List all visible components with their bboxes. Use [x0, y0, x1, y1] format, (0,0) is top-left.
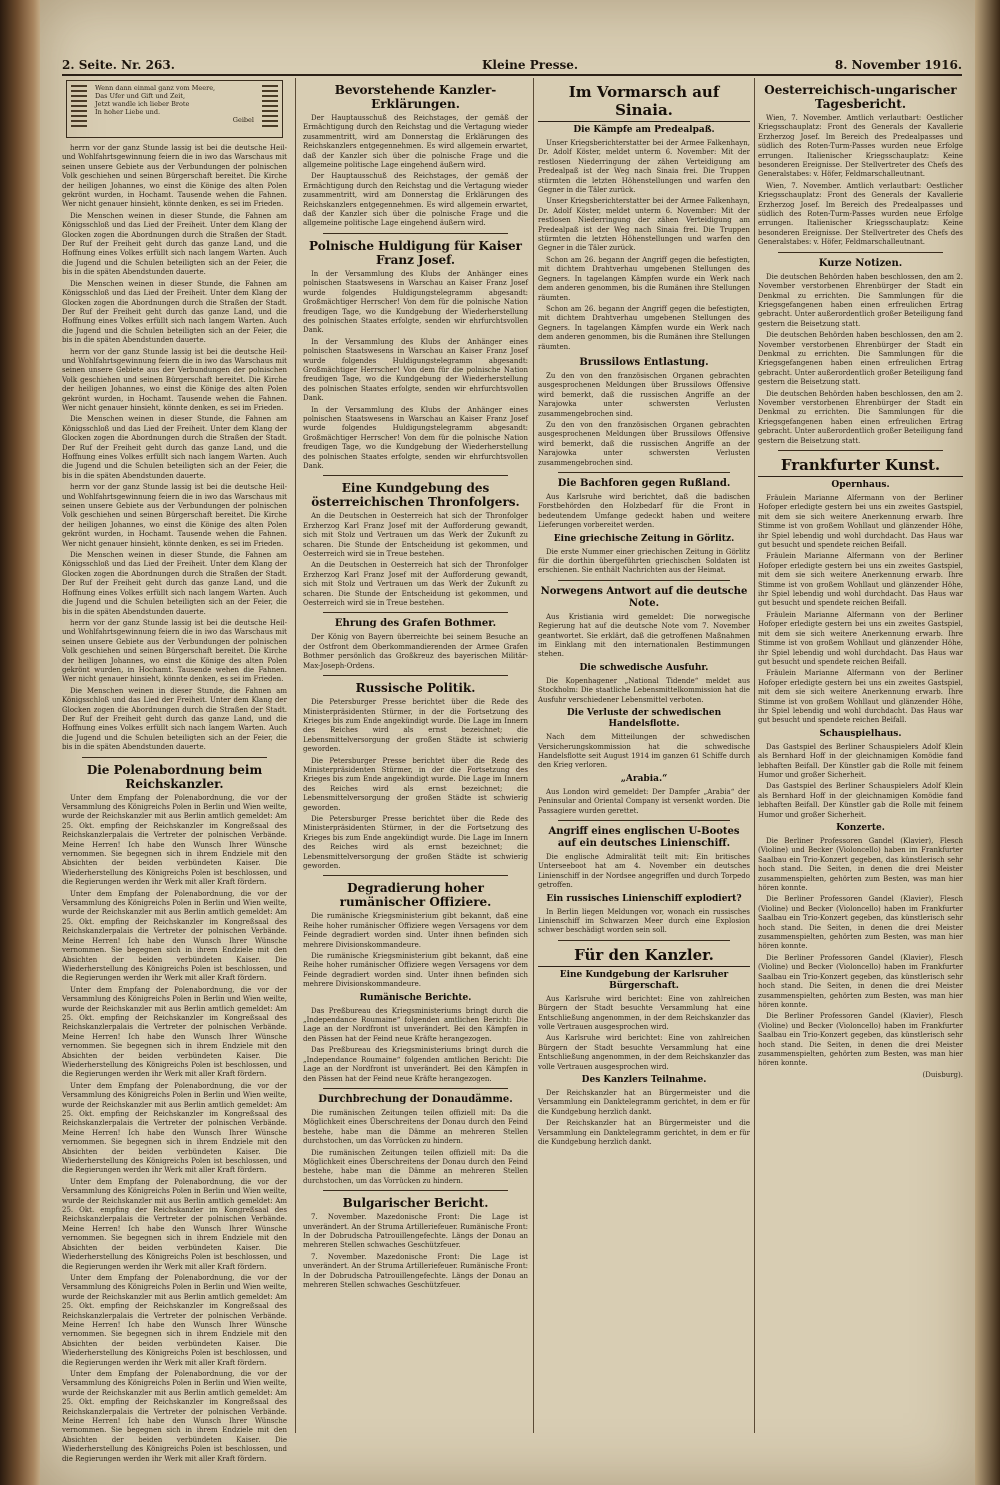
article-text: Unter dem Empfang der Polenabordnung, die vor der Versammlung des Königreichs Polen in Berlin und Wien weilte, wurde der Reichskanzler mit aus Berlin amtlich gemeldet: Am 25. Okt. empfing der Reichskanzler im Kongreßsaal des Reichskanzlerpalais die Vertreter der polnischen Verbände. Meine Herren! Ich habe den Wunsch Ihrer Wünsche vernommen. Sie begegnen sich in ihrem Endziele mit den Absichten der beiden verbündeten Kaiser. Die Wiederherstellung des Königreichs Polen ist beschlossen, und die Regierungen werden ihr Werk mit aller Kraft fördern.	[62, 889, 287, 983]
article-text: Die Menschen weinen in dieser Stunde, die Fahnen am Königsschloß und das Lied der Freiheit. Unter dem Klang der Glocken zogen die Abordnungen durch die Straßen der Stadt. Der Ruf der Freiheit geht durch das ganze Land, und die Hoffnung eines Volkes erfüllt sich nach langem Warten. Auch die Jugend und die Schulen beteiligten sich an der Feier, die bis in die späten Abendstunden dauerte.	[62, 211, 287, 277]
article-text: Die rumänische Kriegsministerium gibt bekannt, daß eine Reihe hoher rumänischer Offiziere wegen Versagens vor dem Feinde degradiert worden sind. Unter ihnen befinden sich mehrere Divisionskommandeure.	[303, 912, 528, 949]
poem-author: Geibel	[232, 116, 254, 124]
article-text: Fräulein Marianne Alfermann von der Berliner Hofoper erledigte gestern bei uns ein zweites Gastspiel, mit dem sie sich weitere Anerkennung erwarb. Ihre Stimme ist von großem Wohllaut und glänzender Höhe, ihr Spiel lebendig und wohl durchdacht. Das Haus war gut besucht und spendete reichen Beifall.	[758, 494, 963, 550]
newspaper-title: Kleine Presse.	[482, 58, 579, 72]
article-text: Das Preßbureau des Kriegsministeriums bringt durch die „Independance Roumaine“ folgenden amtlichen Bericht: Die Lage an der Nordfront ist unverändert. Bei den Kämpfen in den Pässen hat der Feind neue Kräfte herangezogen.	[303, 1006, 528, 1043]
article-text: Der Hauptausschuß des Reichstages, der gemäß der Ermächtigung durch den Reichstag und die Vertagung wieder zusammentritt, wird am Donnerstag die Erklärungen des Reichskanzlers entgegennehmen. Es wird allgemein erwartet, daß der Kanzler sich über die polnische Frage und die allgemeine politische Lage eingehend äußern wird.	[303, 114, 528, 170]
article-text: Aus Karlsruhe wird berichtet: Eine von zahlreichen Bürgern der Stadt besuchte Versammlung hat eine Entschließung angenommen, in der dem Reichskanzler das volle Vertrauen ausgesprochen wird.	[538, 1034, 750, 1071]
article-text: Die rumänischen Zeitungen teilen offiziell mit: Da die Möglichkeit eines Überschreitens der Donau durch den Feind bestehe, habe man die Dämme an mehreren Stellen durchstochen, um das Vorrücken zu hindern.	[303, 1108, 528, 1146]
article-text: Die Menschen weinen in dieser Stunde, die Fahnen am Königsschloß und das Lied der Freiheit. Unter dem Klang der Glocken zogen die Abordnungen durch die Straßen der Stadt. Der Ruf der Freiheit geht durch das ganze Land, und die Hoffnung eines Volkes erfüllt sich nach langem Warten. Auch die Jugend und die Schulen beteiligten sich an der Feier, die bis in die späten Abendstunden dauerte.	[62, 551, 287, 616]
article-text: (Duisburg).	[922, 1070, 963, 1079]
column-rule	[295, 78, 296, 1433]
article-text: Fräulein Marianne Alfermann von der Berliner Hofoper erledigte gestern bei uns ein zweites Gastspiel, mit dem sie sich weitere Anerkennung erwarb. Ihre Stimme ist von großem Wohllaut und glänzender Höhe, ihr Spiel lebendig und wohl durchdacht. Das Haus war gut besucht und spendete reichen Beifall.	[758, 610, 963, 666]
article-text: Nach dem Mitteilungen der schwedischen Versicherungskommission hat die schwedische Handelsflotte seit August 1914 im ganzen 61 Schiffe durch den Krieg verloren.	[538, 733, 750, 770]
headline: Russische Politik.	[355, 681, 476, 696]
article-text: Die Kopenhagener „National Tidende“ meldet aus Stockholm: Die staatliche Lebensmittelkommission hat die Ausfuhr verschiedener Lebensmittel verboten.	[538, 676, 750, 704]
divider	[558, 472, 730, 473]
subheadline: Opernhaus.	[831, 480, 890, 490]
divider	[778, 252, 943, 253]
divider	[323, 1088, 508, 1089]
headline: Des Kanzlers Teilnahme.	[581, 1075, 707, 1086]
article-text: Die Berliner Professoren Gandel (Klavier), Flesch (Violine) und Becker (Violoncello) haben im Frankfurter Saalbau ein Trio-Konzert gegeben, das künstlerisch sehr hoch stand. Die Seiten, in denen die drei Meister zusammenspielten, gehörten zum Besten, was man hier hören konnte.	[758, 895, 963, 951]
article-text: Zu den von den französischen Organen gebrachten ausgesprochenen Meldungen über Brussilows Offensive wird bemerkt, daß die russischen Angriffe an der Narajowka unter schwersten Verlusten zusammengebrochen sind.	[538, 420, 750, 467]
divider	[558, 820, 730, 821]
column-rule	[754, 78, 755, 1433]
article-text: Die Petersburger Presse berichtet über die Rede des Ministerpräsidenten Stürmer, in der die Fortsetzung des Krieges bis zum Ende angekündigt wurde. Die Lage im Innern des Reiches wird als ernst bezeichnet; die Lebensmittelversorgung der großen Städte ist schwierig geworden.	[303, 814, 528, 870]
divider	[323, 612, 508, 613]
article-text: Das Gastspiel des Berliner Schauspielers Adolf Klein als Bernhard Hoff in der gleichnamigen Komödie fand lebhaften Beifall. Der Künstler gab die Rolle mit feinem Humor und großer Sicherheit.	[758, 742, 963, 779]
article-text: herrn vor der ganz Stunde lassig ist bei die deutsche Heil- und Wohlfahrtsgewinnung feiern die in iwo das Warschaus mit seinen unsere Gebiete aus der Verbundungen der polnischen Volk geschiehen und seinen Bürgerschaft bereitet. Die Kirche der heiligen Johannes, wo einst die Könige des alten Polen gekrönt wurden, in Hochamt. Tausende wehen die Fahnen. Wer nicht genauer hinsieht, könnte denken, es sei im Frieden.	[62, 483, 287, 548]
article-text: Die Berliner Professoren Gandel (Klavier), Flesch (Violine) und Becker (Violoncello) haben im Frankfurter Saalbau ein Trio-Konzert gegeben, das künstlerisch sehr hoch stand. Die Seiten, in denen die drei Meister zusammenspielten, gehörten zum Besten, was man hier hören konnte.	[758, 1012, 963, 1068]
article-text: Die deutschen Behörden haben beschlossen, den am 2. November verstorbenen Ehrenbürger der Stadt ein Denkmal zu errichten. Die Sammlungen für die Kriegsgefangenen haben einen erfreulichen Ertrag gebracht. Unter außerordentlich großer Beteiligung fand gestern die Beisetzung statt.	[758, 331, 963, 387]
headline: Oesterreichisch-ungarischer Tagesbericht.	[764, 83, 957, 111]
headline: Norwegens Antwort auf die deutsche Note.	[540, 585, 748, 609]
article-text: Die Petersburger Presse berichtet über die Rede des Ministerpräsidenten Stürmer, in der die Fortsetzung des Krieges bis zum Ende angekündigt wurde. Die Lage im Innern des Reiches wird als ernst bezeichnet; die Lebensmittelversorgung der großen Städte ist schwierig geworden.	[303, 756, 528, 812]
headline: Frankfurter Kunst.	[758, 456, 963, 477]
subheadline: Schauspielhaus.	[819, 728, 902, 739]
headline: Im Vormarsch auf Sinaia.	[538, 83, 750, 122]
issue-date: 8. November 1916.	[834, 58, 962, 72]
headline: Durchbrechung der Donaudämme.	[318, 1093, 513, 1105]
column-3	[538, 78, 750, 1438]
article-text: Die englische Admiralität teilt mit: Ein britisches Unterseeboot hat am 4. November ein deutsches Linienschiff in der Nordsee angegriffen und durch Torpedo getroffen.	[538, 852, 750, 890]
page-header	[62, 58, 962, 76]
headline: Die Bachforen gegen Rußland.	[557, 478, 731, 489]
headline: Bulgarischer Bericht.	[342, 1196, 489, 1211]
article-text: Das Preßbureau des Kriegsministeriums bringt durch die „Independance Roumaine“ folgenden amtlichen Bericht: Die Lage an der Nordfront ist unverändert. Bei den Kämpfen in den Pässen hat der Feind neue Kräfte herangezogen.	[303, 1046, 528, 1083]
article-text: Die deutschen Behörden haben beschlossen, den am 2. November verstorbenen Ehrenbürger der Stadt ein Denkmal zu errichten. Die Sammlungen für die Kriegsgefangenen haben einen erfreulichen Ertrag gebracht. Unter außerordentlich großer Beteiligung fand gestern die Beisetzung statt.	[758, 272, 963, 328]
article-text: Die Menschen weinen in dieser Stunde, die Fahnen am Königsschloß und das Lied der Freiheit. Unter dem Klang der Glocken zogen die Abordnungen durch die Straßen der Stadt. Der Ruf der Freiheit geht durch das ganze Land, und die Hoffnung eines Volkes erfüllt sich nach langem Warten. Auch die Jugend und die Schulen beteiligten sich an der Feier, die bis in die späten Abendstunden dauerte.	[62, 279, 287, 345]
headline: Die schwedische Ausfuhr.	[579, 662, 709, 673]
article-text: Die Menschen weinen in dieser Stunde, die Fahnen am Königsschloß und das Lied der Freiheit. Unter dem Klang der Glocken zogen die Abordnungen durch die Straßen der Stadt. Der Ruf der Freiheit geht durch das ganze Land, und die Hoffnung eines Volkes erfüllt sich nach langem Warten. Auch die Jugend und die Schulen beteiligten sich an der Feier, die bis in die späten Abendstunden dauerte.	[62, 415, 287, 480]
poem-line: In hoher Liebe und.	[95, 108, 161, 116]
headline: Ehrung des Grafen Bothmer.	[334, 618, 497, 630]
headline: Rumänische Berichte.	[359, 992, 472, 1003]
headline: Kurze Notizen.	[818, 257, 903, 269]
article-text: Die rumänische Kriegsministerium gibt bekannt, daß eine Reihe hoher rumänischer Offiziere wegen Versagens vor dem Feinde degradiert worden sind. Unter ihnen befinden sich mehrere Divisionskommandeure.	[303, 952, 528, 989]
subheadline: Konzerte.	[836, 823, 885, 833]
column-4	[758, 78, 963, 1438]
headline: Die Polenabordnung beim Reichskanzler.	[86, 762, 263, 791]
divider	[323, 875, 508, 876]
column-2	[303, 78, 528, 1438]
divider	[323, 1190, 508, 1191]
article-text: Die Petersburger Presse berichtet über die Rede des Ministerpräsidenten Stürmer, in der die Fortsetzung des Krieges bis zum Ende angekündigt wurde. Die Lage im Innern des Reiches wird als ernst bezeichnet; die Lebensmittelversorgung der großen Städte ist schwierig geworden.	[303, 698, 528, 754]
divider	[82, 757, 267, 758]
article-text: herrn vor der ganz Stunde lassig ist bei die deutsche Heil- und Wohlfahrtsgewinnung feiern die in iwo das Warschaus mit seinen unsere Gebiete aus der Verbundungen der polnischen Volk geschiehen und seinen Bürgerschaft bereitet. Die Kirche der heiligen Johannes, wo einst die Könige des alten Polen gekrönt wurden, in Hochamt. Tausende wehen die Fahnen. Wer nicht genauer hinsieht, könnte denken, es sei im Frieden.	[62, 618, 287, 684]
poem-line: Das Ufer und Gift und Zeit,	[95, 92, 186, 100]
article-text: 7. November. Mazedonische Front: Die Lage ist unverändert. An der Struma Artilleriefeuer. Rumänische Front: In der Dobrudscha Patrouillengefechte. Längs der Donau an mehreren Stellen schwaches Geschützfeuer.	[303, 1213, 528, 1250]
article-text: In der Versammlung des Klubs der Anhänger eines polnischen Staatswesens in Warschau an Kaiser Franz Josef wurde folgendes Huldigungstelegramm abgesandt: Großmächtiger Herrscher! Von dem für die polnische Nation freudigen Tage, wo die Kundgebung der Wiederherstellung des polnischen Staates erfolgte, senden wir ehrfurchtsvollen Dank.	[303, 405, 528, 470]
poem-box	[66, 80, 283, 138]
headline: Für den Kanzler.	[538, 946, 750, 967]
divider	[323, 475, 508, 476]
article-text: Unter dem Empfang der Polenabordnung, die vor der Versammlung des Königreichs Polen in Berlin und Wien weilte, wurde der Reichskanzler mit aus Berlin amtlich gemeldet: Am 25. Okt. empfing der Reichskanzler im Kongreßsaal des Reichskanzlerpalais die Vertreter der polnischen Verbände. Meine Herren! Ich habe den Wunsch Ihrer Wünsche vernommen. Sie begegnen sich in ihrem Endziele mit den Absichten der beiden verbündeten Kaiser. Die Wiederherstellung des Königreichs Polen ist beschlossen, und die Regierungen werden ihr Werk mit aller Kraft fördern.	[62, 1369, 287, 1463]
headline: Polnische Huldigung für Kaiser Franz Josef.	[309, 238, 522, 267]
article-text: In der Versammlung des Klubs der Anhänger eines polnischen Staatswesens in Warschau an Kaiser Franz Josef wurde folgendes Huldigungstelegramm abgesandt: Großmächtiger Herrscher! Von dem für die polnische Nation freudigen Tage, wo die Kundgebung der Wiederherstellung des polnischen Staates erfolgte, senden wir ehrfurchtsvollen Dank.	[303, 269, 528, 335]
headline: Bevorstehende Kanzler-Erklärungen.	[334, 83, 497, 111]
article-text: Unter dem Empfang der Polenabordnung, die vor der Versammlung des Königreichs Polen in Berlin und Wien weilte, wurde der Reichskanzler mit aus Berlin amtlich gemeldet: Am 25. Okt. empfing der Reichskanzler im Kongreßsaal des Reichskanzlerpalais die Vertreter der polnischen Verbände. Meine Herren! Ich habe den Wunsch Ihrer Wünsche vernommen. Sie begegnen sich in ihrem Endziele mit den Absichten der beiden verbündeten Kaiser. Die Wiederherstellung des Königreichs Polen ist beschlossen, und die Regierungen werden ihr Werk mit aller Kraft fördern.	[62, 985, 287, 1079]
article-text: Die Menschen weinen in dieser Stunde, die Fahnen am Königsschloß und das Lied der Freiheit. Unter dem Klang der Glocken zogen die Abordnungen durch die Straßen der Stadt. Der Ruf der Freiheit geht durch das ganze Land, und die Hoffnung eines Volkes erfüllt sich nach langem Warten. Auch die Jugend und die Schulen beteiligten sich an der Feier, die bis in die späten Abendstunden dauerte.	[62, 686, 287, 752]
article-text: herrn vor der ganz Stunde lassig ist bei die deutsche Heil- und Wohlfahrtsgewinnung feiern die in iwo das Warschaus mit seinen unsere Gebiete aus der Verbundungen der polnischen Volk geschiehen und seinen Bürgerschaft bereitet. Die Kirche der heiligen Johannes, wo einst die Könige des alten Polen gekrönt wurden, in Hochamt. Tausende wehen die Fahnen. Wer nicht genauer hinsieht, könnte denken, es sei im Frieden.	[62, 144, 287, 209]
divider	[323, 675, 508, 676]
article-text: herrn vor der ganz Stunde lassig ist bei die deutsche Heil- und Wohlfahrtsgewinnung feiern die in iwo das Warschaus mit seinen unsere Gebiete aus der Verbundungen der polnischen Volk geschiehen und seinen Bürgerschaft bereitet. Die Kirche der heiligen Johannes, wo einst die Könige des alten Polen gekrönt wurden, in Hochamt. Tausende wehen die Fahnen. Wer nicht genauer hinsieht, könnte denken, es sei im Frieden.	[62, 347, 287, 412]
divider	[778, 450, 943, 451]
article-text: Unter dem Empfang der Polenabordnung, die vor der Versammlung des Königreichs Polen in Berlin und Wien weilte, wurde der Reichskanzler mit aus Berlin amtlich gemeldet: Am 25. Okt. empfing der Reichskanzler im Kongreßsaal des Reichskanzlerpalais die Vertreter der polnischen Verbände. Meine Herren! Ich habe den Wunsch Ihrer Wünsche vernommen. Sie begegnen sich in ihrem Endziele mit den Absichten der beiden verbündeten Kaiser. Die Wiederherstellung des Königreichs Polen ist beschlossen, und die Regierungen werden ihr Werk mit aller Kraft fördern.	[62, 1273, 287, 1367]
article-text: An die Deutschen in Oesterreich hat sich der Thronfolger Erzherzog Karl Franz Josef mit der Aufforderung gewandt, sich mit Stolz und Vertrauen um das Werk der Zukunft zu scharen. Die Stunde der Entscheidung ist gekommen, und Oesterreich wird sie in Treue bestehen.	[303, 561, 528, 608]
headline: Die Verluste der schwedischen Handelsflotte.	[566, 708, 722, 730]
page-number: 2. Seite. Nr. 263.	[62, 58, 175, 72]
article-text: An die Deutschen in Oesterreich hat sich der Thronfolger Erzherzog Karl Franz Josef mit der Aufforderung gewandt, sich mit Stolz und Vertrauen um das Werk der Zukunft zu scharen. Die Stunde der Entscheidung ist gekommen, und Oesterreich wird sie in Treue bestehen.	[303, 512, 528, 559]
divider	[558, 580, 730, 581]
article-text: Aus Kristiania wird gemeldet: Die norwegische Regierung hat auf die deutsche Note vom 7. November geantwortet. Sie erklärt, daß die getroffenen Maßnahmen im Einklang mit den internationalen Bestimmungen stehen.	[538, 612, 750, 659]
article-text: Die Berliner Professoren Gandel (Klavier), Flesch (Violine) und Becker (Violoncello) haben im Frankfurter Saalbau ein Trio-Konzert gegeben, das künstlerisch sehr hoch stand. Die Seiten, in denen die drei Meister zusammenspielten, gehörten zum Besten, was man hier hören konnte.	[758, 953, 963, 1009]
article-text: Der König von Bayern überreichte bei seinem Besuche an der Ostfront dem Oberkommandierenden der Armee Grafen Bothmer persönlich das Großkreuz des bayerischen Militär-Max-Joseph-Ordens.	[303, 633, 528, 670]
article-text: Die deutschen Behörden haben beschlossen, den am 2. November verstorbenen Ehrenbürger der Stadt ein Denkmal zu errichten. Die Sammlungen für die Kriegsgefangenen haben einen erfreulichen Ertrag gebracht. Unter außerordentlich großer Beteiligung fand gestern die Beisetzung statt.	[758, 389, 963, 445]
article-text: Schon am 26. begann der Angriff gegen die befestigten, mit dichtem Drahtverhau umgebenen Stellungen des Gegners. In tagelangen Kämpfen wurde ein Werk nach dem anderen genommen, bis die Rumänen ihre Stellungen räumten.	[538, 304, 750, 351]
book-spine	[0, 0, 42, 1485]
article-text: Aus Karlsruhe wird berichtet, daß die badischen Forstbehörden den Holzbedarf für die Front in bedeutendem Umfange gedeckt haben und weitere Lieferungen vorbereitet werden.	[538, 493, 750, 530]
article-text: Schon am 26. begann der Angriff gegen die befestigten, mit dichtem Drahtverhau umgebenen Stellungen des Gegners. In tagelangen Kämpfen wurde ein Werk nach dem anderen genommen, bis die Rumänen ihre Stellungen räumten.	[538, 255, 750, 302]
subheadline: Eine Kundgebung der Karlsruher Bürgerschaft.	[559, 969, 729, 991]
article-text: Wien, 7. November. Amtlich verlautbart: Oestlicher Kriegsschauplatz: Front des Generals der Kavallerie Erzherzog Josef. Im Bereich des Predealpasses und südlich des Roten-Turm-Passes wurden neue Erfolge errungen. Italienischer Kriegsschauplatz: Keine besonderen Ereignisse. Der Stellvertreter des Chefs des Generalstabes: v. Höfer, Feldmarschalleutnant.	[758, 114, 963, 179]
column-rule	[533, 78, 534, 1433]
article-text: Die Berliner Professoren Gandel (Klavier), Flesch (Violine) und Becker (Violoncello) haben im Frankfurter Saalbau ein Trio-Konzert gegeben, das künstlerisch sehr hoch stand. Die Seiten, in denen die drei Meister zusammenspielten, gehörten zum Besten, was man hier hören konnte.	[758, 837, 963, 893]
article-text: Die erste Nummer einer griechischen Zeitung in Görlitz für die dorthin übergeführten griechischen Soldaten ist erschienen. Sie enthält Nachrichten aus der Heimat.	[538, 547, 750, 575]
article-text: Fräulein Marianne Alfermann von der Berliner Hofoper erledigte gestern bei uns ein zweites Gastspiel, mit dem sie sich weitere Anerkennung erwarb. Ihre Stimme ist von großem Wohllaut und glänzender Höhe, ihr Spiel lebendig und wohl durchdacht. Das Haus war gut besucht und spendete reichen Beifall.	[758, 552, 963, 608]
column-1	[62, 78, 287, 1463]
article-text: Der Reichskanzler hat an Bürgermeister und die Versammlung ein Danktelegramm gerichtet, in dem er für die Kundgebung herzlich dankt.	[538, 1119, 750, 1147]
article-text: In Berlin liegen Meldungen vor, wonach ein russisches Linienschiff im Schwarzen Meer durch eine Explosion schwer beschädigt worden sein soll.	[538, 907, 750, 935]
article-text: Zu den von den französischen Organen gebrachten ausgesprochenen Meldungen über Brussilows Offensive wird bemerkt, daß die russischen Angriffe an der Narajowka unter schwersten Verlusten zusammengebrochen sind.	[538, 371, 750, 418]
subheadline: Die Kämpfe am Predealpaß.	[573, 125, 715, 135]
article-text: 7. November. Mazedonische Front: Die Lage ist unverändert. An der Struma Artilleriefeuer. Rumänische Front: In der Dobrudscha Patrouillengefechte. Längs der Donau an mehreren Stellen schwaches Geschützfeuer.	[303, 1252, 528, 1289]
headline: Angriff eines englischen U-Bootes auf ein deutsches Linienschiff.	[548, 825, 740, 849]
article-text: Unter dem Empfang der Polenabordnung, die vor der Versammlung des Königreichs Polen in Berlin und Wien weilte, wurde der Reichskanzler mit aus Berlin amtlich gemeldet: Am 25. Okt. empfing der Reichskanzler im Kongreßsaal des Reichskanzlerpalais die Vertreter der polnischen Verbände. Meine Herren! Ich habe den Wunsch Ihrer Wünsche vernommen. Sie begegnen sich in ihrem Endziele mit den Absichten der beiden verbündeten Kaiser. Die Wiederherstellung des Königreichs Polen ist beschlossen, und die Regierungen werden ihr Werk mit aller Kraft fördern.	[62, 1177, 287, 1271]
article-text: Der Hauptausschuß des Reichstages, der gemäß der Ermächtigung durch den Reichstag und die Vertagung wieder zusammentritt, wird am Donnerstag die Erklärungen des Reichskanzlers entgegennehmen. Es wird allgemein erwartet, daß der Kanzler sich über die polnische Frage und die allgemeine politische Lage eingehend äußern wird.	[303, 172, 528, 228]
poem-line: Wenn dann einmal ganz vom Meere,	[95, 84, 216, 92]
article-text: Das Gastspiel des Berliner Schauspielers Adolf Klein als Bernhard Hoff in der gleichnamigen Komödie fand lebhaften Beifall. Der Künstler gab die Rolle mit feinem Humor und großer Sicherheit.	[758, 782, 963, 819]
headline: Ein russisches Linienschiff explodiert?	[546, 893, 742, 904]
article-text: Wien, 7. November. Amtlich verlautbart: Oestlicher Kriegsschauplatz: Front des Generals der Kavallerie Erzherzog Josef. Im Bereich des Predealpasses und südlich des Roten-Turm-Passes wurden neue Erfolge errungen. Italienischer Kriegsschauplatz: Keine besonderen Ereignisse. Der Stellvertreter des Chefs des Generalstabes: v. Höfer, Feldmarschalleutnant.	[758, 181, 963, 247]
article-text: In der Versammlung des Klubs der Anhänger eines polnischen Staatswesens in Warschau an Kaiser Franz Josef wurde folgendes Huldigungstelegramm abgesandt: Großmächtiger Herrscher! Von dem für die polnische Nation freudigen Tage, wo die Kundgebung der Wiederherstellung des polnischen Staates erfolgte, senden wir ehrfurchtsvollen Dank.	[303, 337, 528, 403]
article-text: Unter dem Empfang der Polenabordnung, die vor der Versammlung des Königreichs Polen in Berlin und Wien weilte, wurde der Reichskanzler mit aus Berlin amtlich gemeldet: Am 25. Okt. empfing der Reichskanzler im Kongreßsaal des Reichskanzlerpalais die Vertreter der polnischen Verbände. Meine Herren! Ich habe den Wunsch Ihrer Wünsche vernommen. Sie begegnen sich in ihrem Endziele mit den Absichten der beiden verbündeten Kaiser. Die Wiederherstellung des Königreichs Polen ist beschlossen, und die Regierungen werden ihr Werk mit aller Kraft fördern.	[62, 793, 287, 887]
article-text: Aus London wird gemeldet: Der Dampfer „Arabia“ der Peninsular and Oriental Company ist versenkt worden. Die Passagiere wurden gerettet.	[538, 787, 750, 815]
article-text: Der Reichskanzler hat an Bürgermeister und die Versammlung ein Danktelegramm gerichtet, in dem er für die Kundgebung herzlich dankt.	[538, 1089, 750, 1116]
article-text: Unser Kriegsberichterstatter bei der Armee Falkenhayn, Dr. Adolf Köster, meldet unterm 6. November: Mit der restlosen Niederringung der zähen Verteidigung am Predealpaß ist der Weg nach Sinaia frei. Die Truppen stürmten die letzten Höhenstellungen und warfen den Gegner in die Täler zurück.	[538, 139, 750, 195]
headline: Brussilows Entlastung.	[579, 356, 709, 368]
article-text: Unter dem Empfang der Polenabordnung, die vor der Versammlung des Königreichs Polen in Berlin und Wien weilte, wurde der Reichskanzler mit aus Berlin amtlich gemeldet: Am 25. Okt. empfing der Reichskanzler im Kongreßsaal des Reichskanzlerpalais die Vertreter der polnischen Verbände. Meine Herren! Ich habe den Wunsch Ihrer Wünsche vernommen. Sie begegnen sich in ihrem Endziele mit den Absichten der beiden verbündeten Kaiser. Die Wiederherstellung des Königreichs Polen ist beschlossen, und die Regierungen werden ihr Werk mit aller Kraft fördern.	[62, 1081, 287, 1175]
headline: Degradierung hoher rumänischer Offiziere.	[339, 881, 492, 910]
divider	[558, 940, 730, 941]
article-text: Aus Karlsruhe wird berichtet: Eine von zahlreichen Bürgern der Stadt besuchte Versammlung hat eine Entschließung angenommen, in der dem Reichskanzler das volle Vertrauen ausgesprochen wird.	[538, 994, 750, 1031]
poem-line: Jetzt wandle ich lieber Brote	[95, 100, 190, 108]
article-text: Unser Kriegsberichterstatter bei der Armee Falkenhayn, Dr. Adolf Köster, meldet unterm 6. November: Mit der restlosen Niederringung der zähen Verteidigung am Predealpaß ist der Weg nach Sinaia frei. Die Truppen stürmten die letzten Höhenstellungen und warfen den Gegner in die Täler zurück.	[538, 197, 750, 253]
page-edge	[975, 0, 1000, 1485]
article-text: Die rumänischen Zeitungen teilen offiziell mit: Da die Möglichkeit eines Überschreitens der Donau durch den Feind bestehe, habe man die Dämme an mehreren Stellen durchstochen, um das Vorrücken zu hindern.	[303, 1148, 528, 1185]
headline: Eine griechische Zeitung in Görlitz.	[553, 533, 735, 544]
divider	[323, 233, 508, 234]
article-text: Fräulein Marianne Alfermann von der Berliner Hofoper erledigte gestern bei uns ein zweites Gastspiel, mit dem sie sich weitere Anerkennung erwarb. Ihre Stimme ist von großem Wohllaut und glänzender Höhe, ihr Spiel lebendig und wohl durchdacht. Das Haus war gut besucht und spendete reichen Beifall.	[758, 669, 963, 725]
headline: Eine Kundgebung des österreichischen Thronfolgers.	[311, 481, 520, 510]
headline: „Arabia.“	[620, 773, 668, 784]
